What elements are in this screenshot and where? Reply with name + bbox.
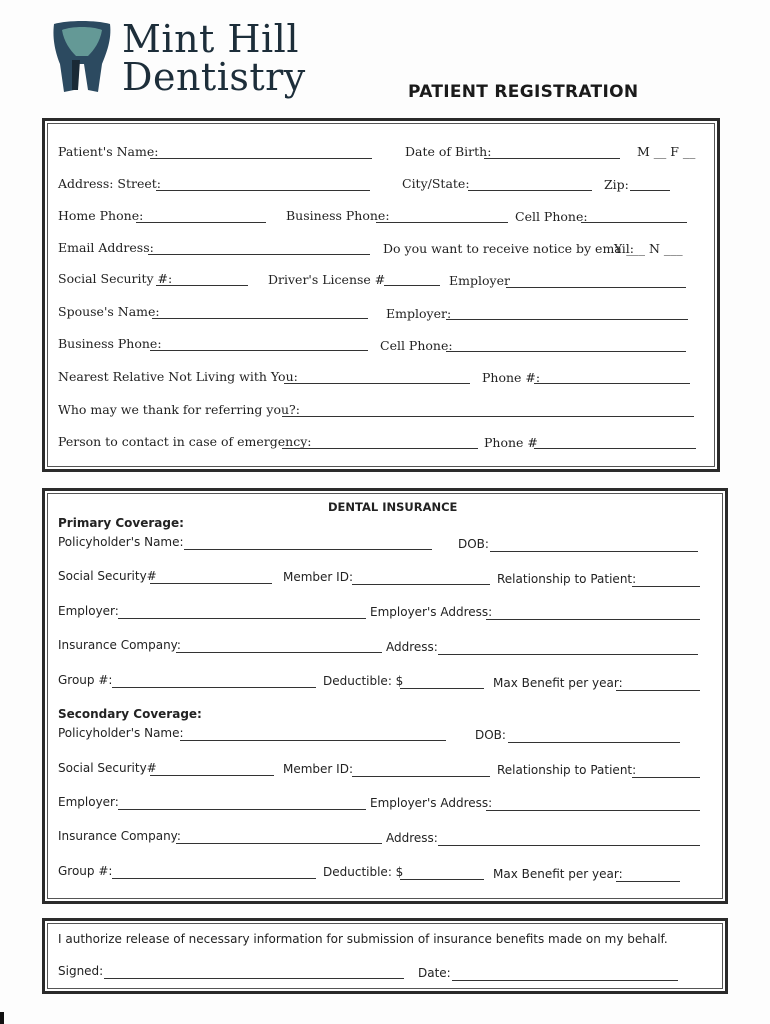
primary-coverage-heading: Primary Coverage: (58, 516, 184, 530)
business-phone-field[interactable] (376, 208, 508, 223)
secondary-dob-label: DOB: (475, 728, 506, 742)
primary-relationship-label: Relationship to Patient: (497, 572, 637, 586)
secondary-policyholder-label: Policyholder's Name: (58, 726, 184, 740)
address-label: Address: Street: (58, 176, 162, 191)
license-label: Driver's License # (268, 272, 386, 287)
primary-address-field[interactable] (438, 640, 698, 655)
logo-line-1: Mint Hill (122, 17, 299, 61)
primary-relationship-field[interactable] (632, 572, 700, 587)
spouse-business-phone-label: Business Phone: (58, 336, 162, 351)
secondary-ssn-field[interactable] (150, 761, 274, 776)
referral-field[interactable] (282, 402, 694, 417)
insurance-title: DENTAL INSURANCE (328, 500, 458, 514)
patient-name-label: Patient's Name: (58, 144, 159, 159)
secondary-policyholder-field[interactable] (180, 726, 446, 741)
primary-ssn-label: Social Security# (58, 569, 157, 583)
email-label: Email Address: (58, 240, 154, 255)
primary-deductible-label: Deductible: $ (323, 674, 404, 688)
secondary-member-id-label: Member ID: (283, 762, 353, 776)
primary-employer-address-field[interactable] (486, 605, 700, 620)
secondary-employer-address-label: Employer's Address: (370, 796, 493, 810)
city-state-field[interactable] (468, 176, 592, 191)
primary-company-field[interactable] (176, 638, 382, 653)
city-state-label: City/State: (402, 176, 470, 191)
primary-employer-label: Employer: (58, 604, 119, 618)
form-title: PATIENT REGISTRATION (408, 82, 639, 102)
zip-label: Zip: (604, 177, 629, 192)
primary-deductible-field[interactable] (400, 674, 484, 689)
referral-label: Who may we thank for referring you?: (58, 402, 300, 417)
relative-field[interactable] (284, 369, 470, 384)
patient-name-field[interactable] (150, 144, 372, 159)
secondary-group-label: Group #: (58, 864, 113, 878)
primary-dob-field[interactable] (490, 537, 698, 552)
secondary-group-field[interactable] (112, 864, 316, 879)
relative-phone-label: Phone #: (482, 370, 541, 385)
secondary-employer-field[interactable] (118, 795, 366, 810)
authorization-section (42, 918, 728, 994)
relative-phone-field[interactable] (534, 369, 690, 384)
patient-info-section (42, 118, 720, 472)
primary-ssn-field[interactable] (150, 569, 272, 584)
date-label: Date: (418, 966, 451, 980)
secondary-member-id-field[interactable] (352, 762, 490, 777)
home-phone-field[interactable] (136, 208, 266, 223)
secondary-relationship-label: Relationship to Patient: (497, 763, 637, 777)
spouse-cell-phone-label: Cell Phone: (380, 338, 453, 353)
primary-member-id-label: Member ID: (283, 570, 353, 584)
secondary-max-benefit-field[interactable] (616, 867, 680, 882)
tooth-logo-icon (50, 20, 114, 96)
sex-field[interactable]: M __ F __ (637, 144, 696, 159)
primary-employer-address-label: Employer's Address: (370, 605, 493, 619)
email-notice-label: Do you want to receive notice by email: (383, 241, 634, 256)
business-phone-label: Business Phone: (286, 208, 390, 223)
date-field[interactable] (452, 966, 678, 981)
secondary-max-benefit-label: Max Benefit per year: (493, 867, 623, 881)
authorization-statement: I authorize release of necessary information for submission of insurance benefits made on my behalf. (58, 932, 668, 946)
primary-member-id-field[interactable] (352, 570, 490, 585)
signature-field[interactable] (104, 964, 404, 979)
dob-label: Date of Birth: (405, 144, 492, 159)
emergency-phone-field[interactable] (534, 434, 696, 449)
secondary-address-label: Address: (386, 831, 438, 845)
ssn-label: Social Security #: (58, 271, 173, 286)
employer-field[interactable] (506, 273, 686, 288)
ssn-field[interactable] (156, 271, 248, 286)
primary-max-benefit-field[interactable] (616, 676, 700, 691)
secondary-company-field[interactable] (176, 829, 382, 844)
cell-phone-field[interactable] (581, 208, 687, 223)
spouse-name-label: Spouse's Name: (58, 304, 160, 319)
spouse-name-field[interactable] (152, 304, 368, 319)
spouse-employer-label: Employer: (386, 306, 452, 321)
primary-employer-field[interactable] (118, 604, 366, 619)
dob-field[interactable] (484, 144, 620, 159)
emergency-field[interactable] (282, 434, 478, 449)
secondary-deductible-field[interactable] (400, 865, 484, 880)
primary-policyholder-label: Policyholder's Name: (58, 535, 184, 549)
primary-policyholder-field[interactable] (184, 535, 432, 550)
employer-label: Employer (449, 273, 510, 288)
secondary-dob-field[interactable] (508, 728, 680, 743)
logo-line-2: Dentistry (122, 55, 306, 99)
spouse-business-phone-field[interactable] (150, 336, 368, 351)
cell-phone-label: Cell Phone: (515, 209, 588, 224)
primary-dob-label: DOB: (458, 537, 489, 551)
secondary-address-field[interactable] (438, 831, 700, 846)
secondary-employer-label: Employer: (58, 795, 119, 809)
spouse-cell-phone-field[interactable] (446, 337, 686, 352)
emergency-label: Person to contact in case of emergency: (58, 434, 312, 449)
address-field[interactable] (156, 176, 370, 191)
email-field[interactable] (148, 240, 370, 255)
home-phone-label: Home Phone: (58, 208, 144, 223)
spouse-employer-field[interactable] (446, 305, 688, 320)
license-field[interactable] (384, 271, 440, 286)
secondary-company-label: Insurance Company: (58, 829, 181, 843)
primary-max-benefit-label: Max Benefit per year: (493, 676, 623, 690)
email-notice-yes-no[interactable]: Y ___ N ___ (614, 241, 683, 256)
relative-label: Nearest Relative Not Living with You: (58, 369, 298, 384)
secondary-coverage-heading: Secondary Coverage: (58, 707, 202, 721)
primary-company-label: Insurance Company: (58, 638, 181, 652)
primary-group-field[interactable] (112, 673, 316, 688)
primary-group-label: Group #: (58, 673, 113, 687)
secondary-deductible-label: Deductible: $ (323, 865, 404, 879)
zip-field[interactable] (630, 176, 670, 191)
signed-label: Signed: (58, 964, 104, 978)
secondary-relationship-field[interactable] (632, 763, 700, 778)
emergency-phone-label: Phone # (484, 435, 538, 450)
scan-edge-mark (0, 1012, 4, 1024)
secondary-employer-address-field[interactable] (486, 796, 700, 811)
secondary-ssn-label: Social Security# (58, 761, 157, 775)
primary-address-label: Address: (386, 640, 438, 654)
